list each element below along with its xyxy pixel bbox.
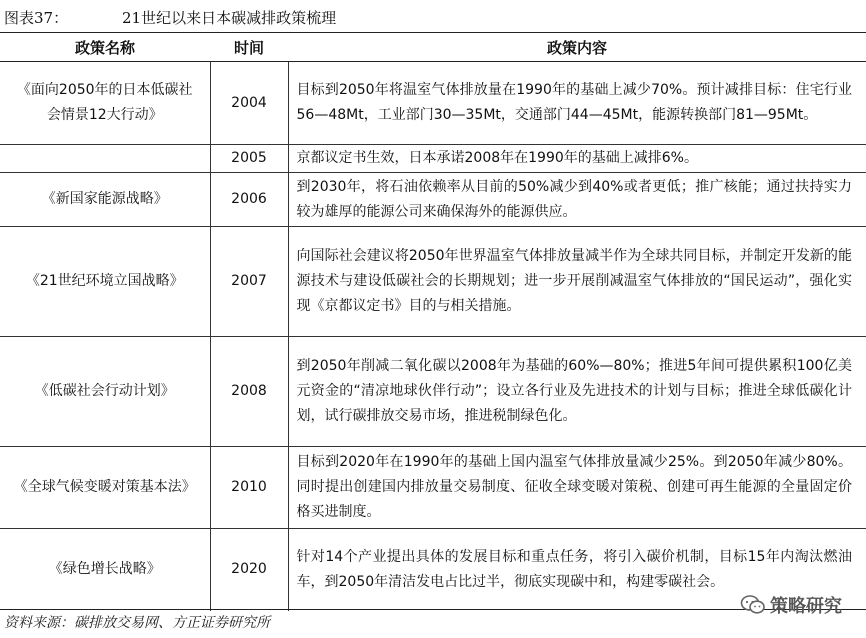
- figure-caption: [4, 4, 862, 30]
- policy-content: 到2030年，将石油依赖率从目前的50%减少到40%或者更低；推广核能；通过扶持实力较为雄厚的能源公司来确保海外的能源供应。: [288, 173, 866, 227]
- policy-name: [0, 145, 210, 173]
- table-row: [0, 173, 866, 227]
- policy-name: 《21世纪环境立国战略》: [0, 227, 210, 337]
- policy-table: [0, 33, 866, 611]
- policy-year: 2006: [210, 173, 288, 227]
- table-bottom-divider: [0, 609, 866, 610]
- policy-name: 《全球气候变暖对策基本法》: [0, 447, 210, 529]
- table-row: [0, 62, 866, 145]
- policy-content: 目标到2020年在1990年的基础上国内温室气体排放量减少25%。到2050年减少80%。同时提出创建国内排放量交易制度、征收全球变暖对策税、创建可再生能源的全量固定价格买进制度。: [288, 447, 866, 529]
- header-policy-name: 政策名称: [0, 33, 210, 62]
- policy-name: 《新国家能源战略》: [0, 173, 210, 227]
- policy-year: 2008: [210, 337, 288, 447]
- policy-name: 《低碳社会行动计划》: [0, 337, 210, 447]
- table-row: [0, 529, 866, 611]
- wechat-icon: [740, 594, 766, 616]
- table-row: [0, 337, 866, 447]
- figure-label: 图表37：: [4, 8, 69, 27]
- policy-name: 《绿色增长战略》: [0, 529, 210, 611]
- policy-year: 2010: [210, 447, 288, 529]
- policy-year: 2004: [210, 62, 288, 145]
- watermark: [740, 592, 842, 618]
- figure-title: 21世纪以来日本碳减排政策梳理: [122, 8, 337, 27]
- table-row: [0, 145, 866, 173]
- source-note: 资料来源：碳排放交易网、方正证券研究所: [4, 615, 270, 631]
- policy-content: 针对14个产业提出具体的发展目标和重点任务，将引入碳价机制，目标15年内淘汰燃油车，到2050年清洁发电占比过半，彻底实现碳中和，构建零碳社会。: [288, 529, 866, 611]
- policy-content: 京都议定书生效，日本承诺2008年在1990年的基础上减排6%。: [288, 145, 866, 173]
- policy-content: 目标到2050年将温室气体排放量在1990年的基础上减少70%。预计减排目标：住宅行业56—48Mt，工业部门30—35Mt，交通部门44—45Mt，能源转换部门81—95Mt。: [296, 82, 852, 123]
- policy-content: 到2050年削减二氧化碳以2008年为基础的60%—80%；推进5年间可提供累积100亿美元资金的“清凉地球伙伴行动”；设立各行业及先进技术的计划与目标；推进全球低碳化计划，试行碳排放交易市场，推进税制绿色化。: [288, 337, 866, 447]
- table-header-row: [0, 33, 866, 62]
- policy-year: 2005: [210, 145, 288, 173]
- policy-year: 2007: [210, 227, 288, 337]
- policy-year: 2020: [210, 529, 288, 611]
- policy-name: 《面向2050年的日本低碳社会情景12大行动》: [16, 82, 193, 123]
- watermark-text: 策略研究: [770, 596, 842, 617]
- header-year: 时间: [210, 33, 288, 62]
- policy-content: 向国际社会建议将2050年世界温室气体排放量减半作为全球共同目标，并制定开发新的能源技术与建设低碳社会的长期规划；进一步开展削减温室气体排放的“国民运动”，强化实现《京都议定书》目的与相关措施。: [288, 227, 866, 337]
- table-row: [0, 227, 866, 337]
- header-policy-content: 政策内容: [288, 33, 866, 62]
- table-row: [0, 447, 866, 529]
